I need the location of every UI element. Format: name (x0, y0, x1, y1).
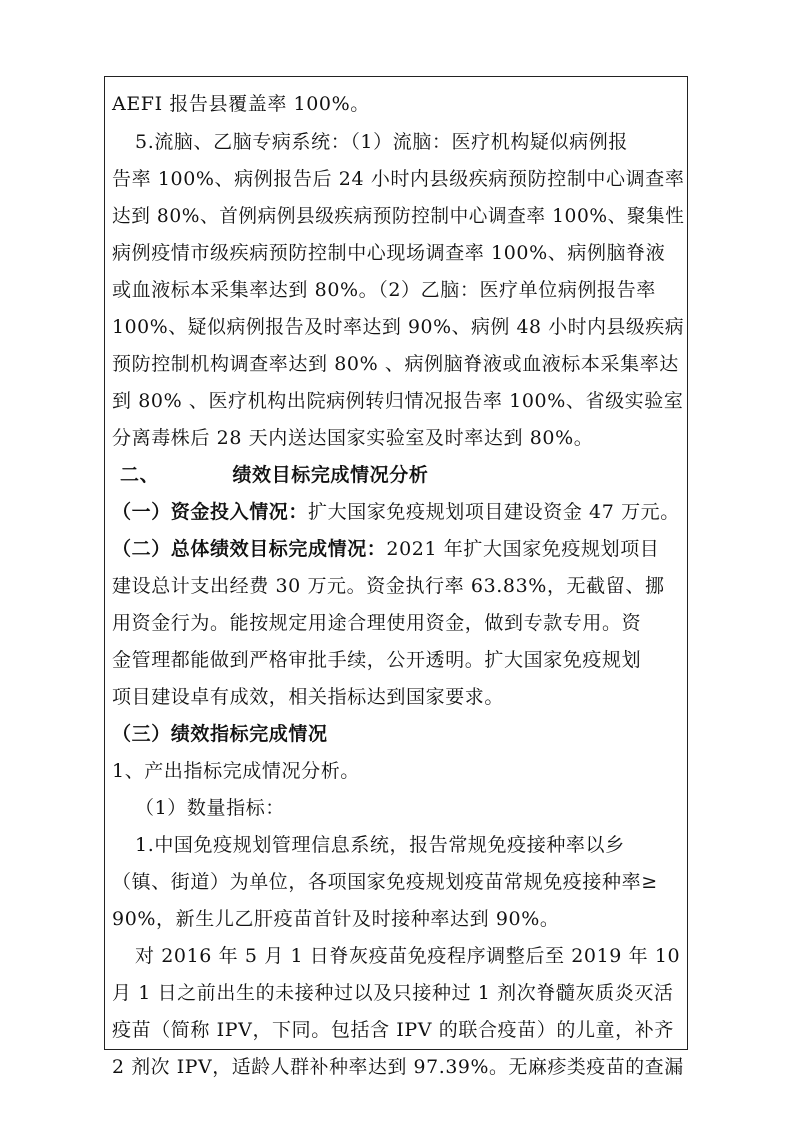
text-line: （镇、街道）为单位，各项国家免疫规划疫苗常规免疫接种率≥ (112, 871, 658, 893)
text-line: 预防控制机构调查率达到 80% 、病例脑脊液或血液标本采集率达 (112, 353, 679, 375)
section-title: 绩效目标完成情况分析 (232, 464, 429, 486)
text-line: 金管理都能做到严格审批手续，公开透明。扩大国家免疫规划 (112, 649, 642, 671)
text-line: 1.中国免疫规划管理信息系统，报告常规免疫接种率以乡 (135, 834, 625, 856)
section-number: 二、 (120, 464, 160, 486)
text-line: 告率 100%、病例报告后 24 小时内县级疾病预防控制中心调查率 (112, 168, 685, 190)
text-line: 对 2016 年 5 月 1 日脊灰疫苗免疫程序调整后至 2019 年 10 (135, 945, 681, 967)
funding-label: （一）资金投入情况： (112, 501, 309, 523)
text-line: 用资金行为。能按规定用途合理使用资金，做到专款专用。资 (112, 612, 642, 634)
text-line: 月 1 日之前出生的未接种过以及只接种过 1 剂次脊髓灰质炎灭活 (112, 982, 674, 1004)
text-line: 100%、疑似病例报告及时率达到 90%、病例 48 小时内县级疾病 (112, 316, 685, 338)
text-line: 分离毒株后 28 天内送达国家实验室及时率达到 80%。 (112, 427, 594, 449)
text-line: AEFI 报告县覆盖率 100%。 (112, 93, 370, 115)
overall-goal-paragraph (112, 534, 659, 564)
funding-text: 扩大国家免疫规划项目建设资金 47 万元。 (308, 501, 680, 523)
funding-paragraph (112, 497, 680, 527)
overall-goal-text: 2021 年扩大国家免疫规划项目 (386, 538, 660, 560)
text-line: 或血液标本采集率达到 80%。（2）乙脑：医疗单位病例报告率 (112, 279, 656, 301)
subsection-heading: （三）绩效指标完成情况 (112, 723, 328, 745)
text-line: （1）数量指标： (135, 797, 285, 819)
text-line: 建设总计支出经费 30 万元。资金执行率 63.83%，无截留、挪 (112, 575, 665, 597)
text-line: 90%，新生儿乙肝疫苗首针及时接种率达到 90%。 (112, 908, 560, 930)
overall-goal-label: （二）总体绩效目标完成情况： (112, 538, 387, 560)
section-heading (112, 434, 429, 486)
text-line: 项目建设卓有成效，相关指标达到国家要求。 (112, 686, 505, 708)
text-line: 2 剂次 IPV，适龄人群补种率达到 97.39%。无麻疹类疫苗的查漏 (112, 1056, 684, 1078)
text-line: 5.流脑、乙脑专病系统：（1）流脑：医疗机构疑似病例报 (135, 131, 628, 153)
text-line: 疫苗（简称 IPV，下同。包括含 IPV 的联合疫苗）的儿童，补齐 (112, 1019, 674, 1041)
text-line: 病例疫情市级疾病预防控制中心现场调查率 100%、病例脑脊液 (112, 242, 666, 264)
text-line: 1、产出指标完成情况分析。 (112, 760, 360, 782)
text-line: 到 80% 、医疗机构出院病例转归情况报告率 100%、省级实验室 (112, 390, 684, 412)
text-line: 达到 80%、首例病例县级疾病预防控制中心调查率 100%、聚集性 (112, 205, 685, 227)
